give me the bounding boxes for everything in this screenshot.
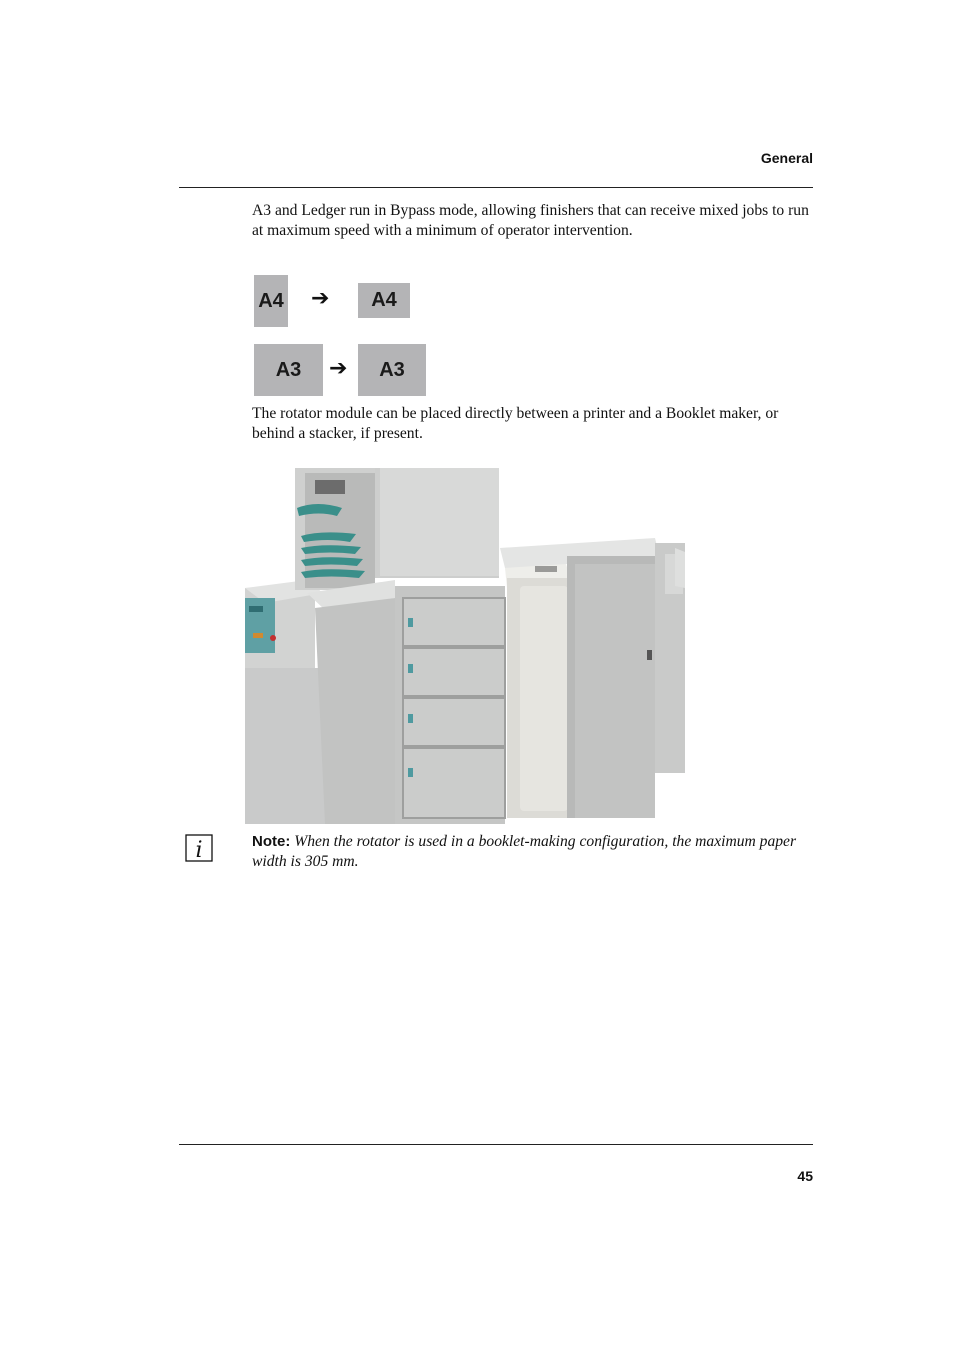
paper-a4-landscape (358, 283, 410, 318)
right-arrow-icon: ➔ (329, 356, 348, 381)
header-title: General (760, 150, 813, 166)
header-rule (179, 187, 813, 188)
svg-text:i: i (195, 838, 203, 862)
paper-a3-from (254, 344, 323, 396)
paper-a4-portrait (254, 275, 288, 327)
paper-a3-to (358, 344, 426, 396)
paper-label: A4 (371, 289, 397, 311)
page-number: 45 (797, 1168, 813, 1184)
body-paragraph-1: A3 and Ledger run in Bypass mode, allowing finishers that can receive mixed jobs to run at maximum speed with a minimum of operator intervention. (252, 202, 809, 239)
paper-label: A4 (258, 289, 284, 312)
note (252, 832, 814, 872)
note-text: When the rotator is used in a booklet-making configuration, the maximum paper width is 305 mm. (252, 833, 797, 870)
note-label: Note: (252, 833, 291, 850)
paper-label: A3 (275, 358, 302, 381)
info-icon (185, 834, 213, 862)
footer-rule (179, 1144, 813, 1145)
right-arrow-icon: ➔ (311, 286, 330, 311)
paper-label: A3 (379, 358, 405, 381)
printer-rotator-photo (245, 468, 717, 824)
body-paragraph-2: The rotator module can be placed directly between a printer and a Booklet maker, or behind a stacker, if present. (252, 405, 779, 442)
